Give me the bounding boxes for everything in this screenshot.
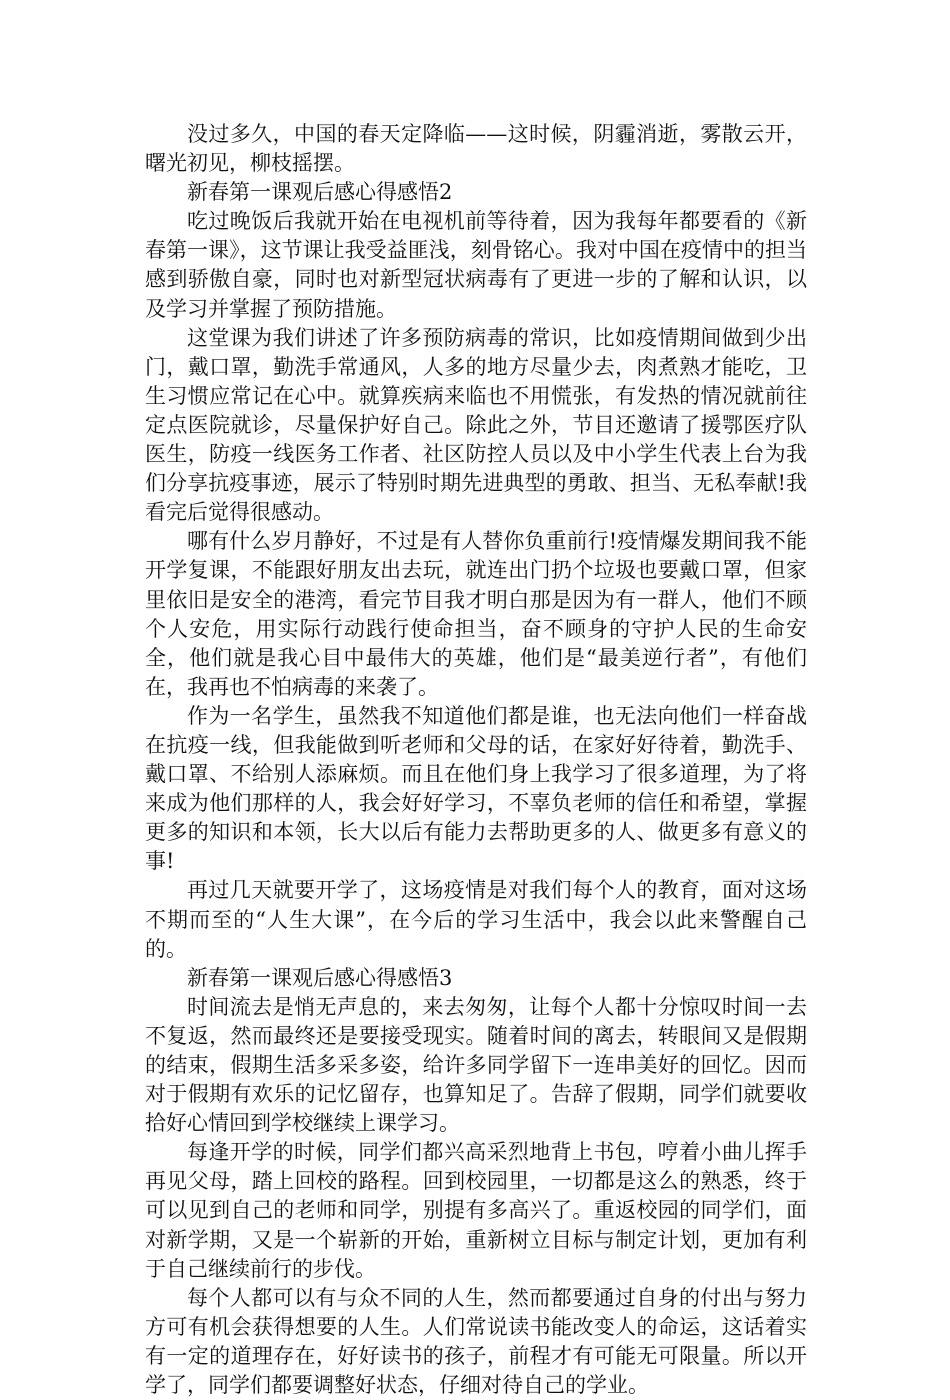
paragraph: 没过多久，中国的春天定降临——这时候，阴霾消逝，雾散云开，曙光初见，柳枝摇摆。	[145, 122, 807, 176]
paragraph: 作为一名学生，虽然我不知道他们都是谁，也无法向他们一样奋战在抗疫一线，但我能做到听老师和父母的话，在家好好待着，勤洗手、戴口罩、不给别人添麻烦。而且在他们身上我学习了很多道理，为了将来成为他们那样的人，我会好好学习，不辜负老师的信任和希望，掌握更多的知识和本领，长大以后有能力去帮助更多的人、做更多有意义的事!	[145, 703, 807, 874]
paragraph: 时间流去是悄无声息的，来去匆匆，让每个人都十分惊叹时间一去不复返，然而最终还是要接受现实。随着时间的离去，转眼间又是假期的结束，假期生活多采多姿，给许多同学留下一连串美好的回忆。因而对于假期有欢乐的记忆留存，也算知足了。告辞了假期，同学们就要收拾好心情回到学校继续上课学习。	[145, 994, 807, 1136]
paragraph: 每个人都可以有与众不同的人生，然而都要通过自身的付出与努力方可有机会获得想要的人生。人们常说读书能改变人的命运，这话着实有一定的道理存在，好好读书的孩子，前程才有可能无可限量。所以开学了，同学们都要调整好状态，仔细对待自己的学业。	[145, 1285, 807, 1398]
paragraph: 哪有什么岁月静好，不过是有人替你负重前行!疫情爆发期间我不能开学复课，不能跟好朋友出去玩，就连出门扔个垃圾也要戴口罩，但家里依旧是安全的港湾，看完节目我才明白那是因为有一群人，他们不顾个人安危，用实际行动践行使命担当，奋不顾身的守护人民的生命安全，他们就是我心目中最伟大的英雄，他们是“最美逆行者”，有他们在，我再也不怕病毒的来袭了。	[145, 529, 807, 699]
document-page	[145, 120, 807, 1400]
section-heading: 新春第一课观后感心得感悟3	[187, 965, 453, 990]
section-heading: 新春第一课观后感心得感悟2	[187, 180, 453, 205]
paragraph: 每逢开学的时候，同学们都兴高采烈地背上书包，哼着小曲儿挥手再见父母，踏上回校的路程。回到校园里，一切都是这么的熟悉，终于可以见到自己的老师和同学，别提有多高兴了。重返校园的同学们，面对新学期，又是一个崭新的开始，重新树立目标与制定计划，更加有利于自己继续前行的步伐。	[145, 1140, 807, 1281]
paragraph: 再过几天就要开学了，这场疫情是对我们每个人的教育，面对这场不期而至的“人生大课”，在今后的学习生活中，我会以此来警醒自己的。	[145, 878, 807, 961]
paragraph: 这堂课为我们讲述了许多预防病毒的常识，比如疫情期间做到少出门，戴口罩，勤洗手常通风，人多的地方尽量少去，肉煮熟才能吃，卫生习惯应常记在心中。就算疾病来临也不用慌张，有发热的情况就前往定点医院就诊，尽量保护好自己。除此之外，节目还邀请了援鄂医疗队医生，防疫一线医务工作者、社区防控人员以及中小学生代表上台为我们分享抗疫事迹，展示了特别时期先进典型的勇敢、担当、无私奉献!我看完后觉得很感动。	[145, 325, 807, 525]
paragraph: 吃过晚饭后我就开始在电视机前等待着，因为我每年都要看的《新春第一课》，这节课让我受益匪浅，刻骨铭心。我对中国在疫情中的担当感到骄傲自豪，同时也对新型冠状病毒有了更进一步的了解和认识，以及学习并掌握了预防措施。	[145, 209, 807, 321]
